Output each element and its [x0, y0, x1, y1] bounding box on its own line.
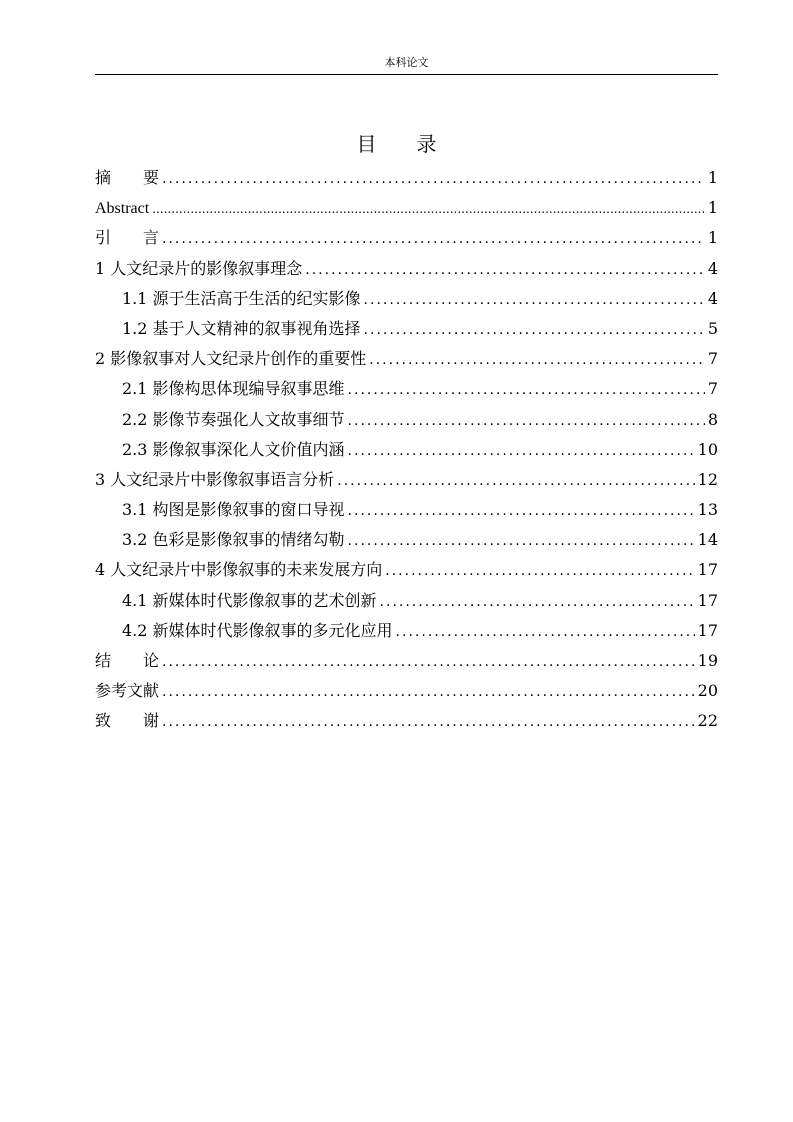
toc-leader-dots	[348, 406, 705, 436]
toc-entry-label: 4.1 新媒体时代影像叙事的艺术创新	[122, 590, 377, 610]
toc-leader-dots	[348, 436, 695, 466]
toc-entry-page: 20	[697, 681, 718, 701]
toc-leader-dots	[162, 647, 695, 677]
toc-entry[interactable]	[95, 586, 718, 616]
toc-entry-label: 1 人文纪录片的影像叙事理念	[95, 258, 303, 278]
toc-entry-page: 7	[707, 379, 718, 399]
toc-entry-page: 17	[697, 620, 718, 640]
toc-entry-label: 2.3 影像叙事深化人文价值内涵	[122, 439, 345, 459]
toc-entry-page: 4	[707, 258, 718, 278]
toc-entry-label: 4.2 新媒体时代影像叙事的多元化应用	[122, 620, 393, 640]
toc-entry-label: 4 人文纪录片中影像叙事的未来发展方向	[95, 560, 383, 580]
toc-leader-dots	[385, 556, 694, 586]
toc-entry-page: 17	[697, 590, 718, 610]
toc-entry[interactable]	[95, 344, 718, 374]
toc-entry-page: 8	[707, 409, 718, 429]
toc-entry[interactable]	[95, 435, 718, 465]
toc-entry-label: Abstract	[95, 200, 150, 218]
toc-entry[interactable]	[95, 706, 718, 736]
toc-entry-page: 13	[697, 500, 718, 520]
toc-leader-dots	[396, 617, 695, 647]
header-text: 本科论文	[384, 56, 429, 69]
toc-entry-page: 5	[707, 318, 718, 338]
toc-entry[interactable]	[95, 163, 718, 193]
toc-leader-dots	[162, 164, 705, 194]
toc-entry-page: 7	[707, 349, 718, 369]
toc-entry-label: 致谢	[95, 711, 160, 731]
toc-entry[interactable]	[95, 616, 718, 646]
toc-leader-dots	[364, 315, 705, 345]
toc-entry-label: 3 人文纪录片中影像叙事语言分析	[95, 469, 335, 489]
toc-entry-label: 3.1 构图是影像叙事的窗口导视	[122, 500, 345, 520]
toc-entry[interactable]	[95, 525, 718, 555]
toc-entry-page: 22	[697, 711, 718, 731]
toc-leader-dots	[348, 375, 705, 405]
toc-leader-dots	[162, 224, 705, 254]
toc-entry-page: 10	[697, 439, 718, 459]
toc-leader-dots	[337, 466, 694, 496]
toc-entry-label: 1.2 基于人文精神的叙事视角选择	[122, 318, 361, 338]
toc-leader-dots	[369, 345, 705, 375]
toc-entry[interactable]	[95, 193, 718, 223]
toc-entry[interactable]	[95, 495, 718, 525]
page-header	[95, 56, 718, 75]
toc-entry[interactable]	[95, 405, 718, 435]
toc-entry-page: 17	[697, 560, 718, 580]
toc-entry-label: 2 影像叙事对人文纪录片创作的重要性	[95, 349, 367, 369]
toc-entry-label: 引言	[95, 228, 160, 248]
toc-entry-label: 参考文献	[95, 681, 160, 701]
toc-entry-page: 12	[697, 469, 718, 489]
toc-leader-dots	[152, 194, 705, 224]
toc-entry-page: 1	[707, 168, 718, 187]
toc-entry-label: 2.2 影像节奏强化人文故事细节	[122, 409, 345, 429]
table-of-contents	[95, 163, 718, 737]
toc-leader-dots	[348, 496, 695, 526]
toc-leader-dots	[162, 707, 695, 737]
toc-entry[interactable]	[95, 254, 718, 284]
toc-entry[interactable]	[95, 465, 718, 495]
toc-entry[interactable]	[95, 676, 718, 706]
toc-entry-page: 4	[707, 288, 718, 308]
toc-entry[interactable]	[95, 374, 718, 404]
toc-leader-dots	[348, 526, 695, 556]
toc-title: 目录	[356, 132, 477, 156]
toc-entry[interactable]	[95, 646, 718, 676]
toc-leader-dots	[162, 677, 695, 707]
toc-leader-dots	[380, 587, 695, 617]
toc-leader-dots	[305, 255, 705, 285]
toc-entry-label: 1.1 源于生活高于生活的纪实影像	[122, 288, 361, 308]
toc-leader-dots	[364, 285, 705, 315]
toc-entry[interactable]	[95, 555, 718, 585]
toc-entry-label: 3.2 色彩是影像叙事的情绪勾勒	[122, 530, 345, 550]
toc-entry-label: 结论	[95, 651, 160, 670]
toc-entry[interactable]	[95, 314, 718, 344]
toc-entry-page: 14	[697, 530, 718, 550]
toc-entry[interactable]	[95, 223, 718, 253]
toc-entry[interactable]	[95, 284, 718, 314]
toc-entry-label: 摘要	[95, 168, 160, 187]
toc-entry-page: 1	[707, 198, 718, 218]
toc-entry-label: 2.1 影像构思体现编导叙事思维	[122, 379, 345, 399]
toc-entry-page: 1	[707, 228, 718, 248]
toc-entry-page: 19	[697, 651, 718, 670]
